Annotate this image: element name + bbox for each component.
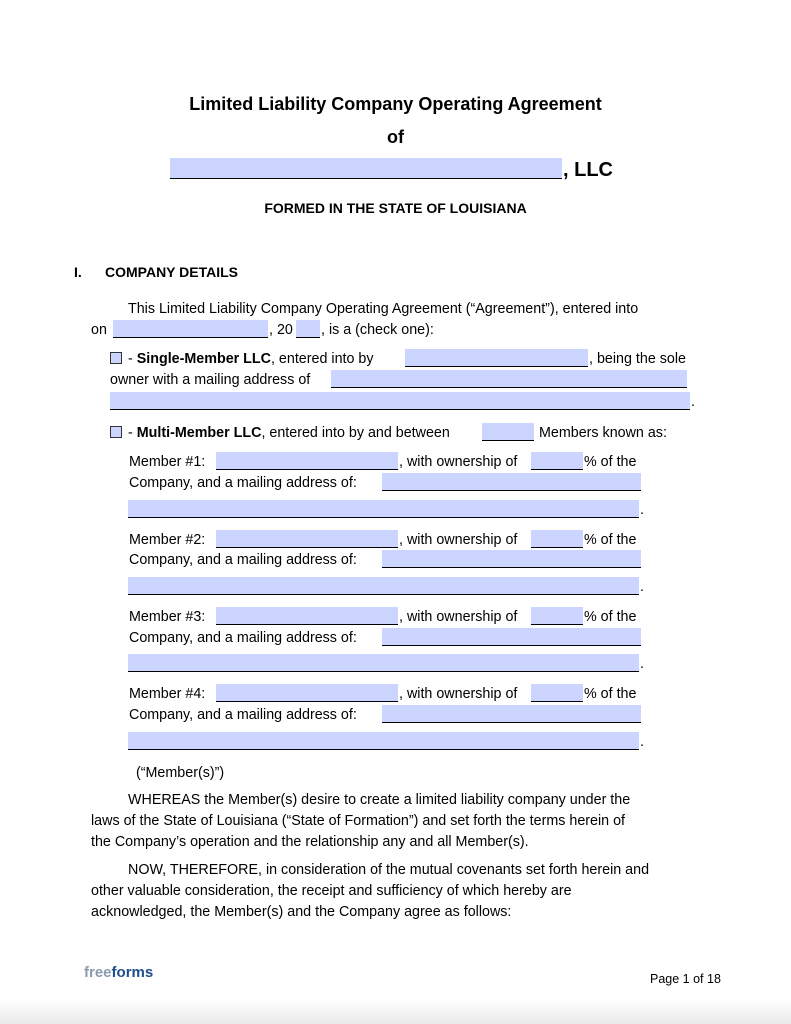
check-one-text: , is a (check one): xyxy=(321,322,434,338)
member-1-percent-field[interactable] xyxy=(531,452,583,470)
member-1-ownership-text: , with ownership of xyxy=(399,454,518,470)
section-heading: COMPANY DETAILS xyxy=(105,264,239,280)
member-3-address-text: Company, and a mailing address of: xyxy=(129,630,357,646)
company-name-field[interactable] xyxy=(170,158,562,179)
member-3-period: . xyxy=(640,656,644,672)
member-4-address-field-2[interactable] xyxy=(128,732,639,750)
member-2-name-field[interactable] xyxy=(216,530,398,548)
agreement-date-field[interactable] xyxy=(113,320,268,338)
whereas-line-1: WHEREAS the Member(s) desire to create a limited liability company under the xyxy=(128,792,631,808)
whereas-line-2: laws of the State of Louisiana (“State of Formation”) and set forth the terms herein of xyxy=(91,813,626,829)
single-member-address-field-2[interactable] xyxy=(110,392,690,410)
member-2-address-field-2[interactable] xyxy=(128,577,639,595)
member-2-label: Member #2: xyxy=(129,532,206,548)
member-2-percent-field[interactable] xyxy=(531,530,583,548)
freeforms-logo: freeforms xyxy=(84,964,154,981)
member-4-label: Member #4: xyxy=(129,686,206,702)
member-2-percent-text: % of the xyxy=(584,532,637,548)
member-3-ownership-text: , with ownership of xyxy=(399,609,518,625)
single-member-checkbox[interactable] xyxy=(110,352,122,364)
member-4-percent-text: % of the xyxy=(584,686,637,702)
member-2-period: . xyxy=(640,579,644,595)
now-therefore-line-1: NOW, THEREFORE, in consideration of the mutual covenants set forth herein and xyxy=(128,862,650,878)
now-therefore-line-2: other valuable consideration, the receipt and sufficiency of which hereby are xyxy=(91,883,572,899)
member-3-label: Member #3: xyxy=(129,609,206,625)
member-1-percent-text: % of the xyxy=(584,454,637,470)
multi-member-checkbox[interactable] xyxy=(110,426,122,438)
member-3-percent-text: % of the xyxy=(584,609,637,625)
section-number: I. xyxy=(74,264,82,280)
single-member-address-field-1[interactable] xyxy=(331,370,687,388)
llc-suffix: , LLC xyxy=(563,159,613,181)
page-number: Page 1 of 18 xyxy=(650,972,721,986)
member-4-ownership-text: , with ownership of xyxy=(399,686,518,702)
member-1-address-field-1[interactable] xyxy=(382,473,641,491)
being-sole-text: , being the sole xyxy=(589,351,686,367)
multi-member-option: - Multi-Member LLC, entered into by and between xyxy=(110,425,450,441)
member-3-name-field[interactable] xyxy=(216,607,398,625)
members-known-as: Members known as: xyxy=(539,425,667,441)
intro-line-1: This Limited Liability Company Operating Agreement (“Agreement”), entered into xyxy=(128,301,639,317)
member-3-percent-field[interactable] xyxy=(531,607,583,625)
member-4-percent-field[interactable] xyxy=(531,684,583,702)
member-2-address-field-1[interactable] xyxy=(382,550,641,568)
member-3-address-field-2[interactable] xyxy=(128,654,639,672)
member-3-address-field-1[interactable] xyxy=(382,628,641,646)
document-title: Limited Liability Company Operating Agreement xyxy=(189,94,602,114)
now-therefore-line-3: acknowledged, the Member(s) and the Company agree as follows: xyxy=(91,904,512,920)
member-4-address-text: Company, and a mailing address of: xyxy=(129,707,357,723)
year-prefix: , 20 xyxy=(269,322,293,338)
single-member-option: - Single-Member LLC, entered into by xyxy=(110,351,374,367)
member-1-period: . xyxy=(640,502,644,518)
whereas-line-3: the Company’s operation and the relationship any and all Member(s). xyxy=(91,834,529,850)
member-1-label: Member #1: xyxy=(129,454,206,470)
member-1-address-text: Company, and a mailing address of: xyxy=(129,475,357,491)
intro-on: on xyxy=(91,322,107,338)
year-field[interactable] xyxy=(296,320,320,338)
member-4-name-field[interactable] xyxy=(216,684,398,702)
member-4-address-field-1[interactable] xyxy=(382,705,641,723)
member-1-name-field[interactable] xyxy=(216,452,398,470)
member-1-address-field-2[interactable] xyxy=(128,500,639,518)
member-4-period: . xyxy=(640,734,644,750)
member-2-ownership-text: , with ownership of xyxy=(399,532,518,548)
member-2-address-text: Company, and a mailing address of: xyxy=(129,552,357,568)
title-of: of xyxy=(387,127,404,147)
members-note: (“Member(s)”) xyxy=(136,765,225,781)
multi-member-label: Multi-Member LLC xyxy=(136,425,262,441)
single-period: . xyxy=(691,394,695,410)
single-member-name-field[interactable] xyxy=(405,349,588,367)
page-bottom-shadow xyxy=(0,998,791,1024)
single-member-label: Single-Member LLC xyxy=(136,351,271,367)
owner-address-text: owner with a mailing address of xyxy=(110,372,311,388)
formed-in-state: FORMED IN THE STATE OF LOUISIANA xyxy=(264,200,527,216)
member-count-field[interactable] xyxy=(482,423,534,441)
